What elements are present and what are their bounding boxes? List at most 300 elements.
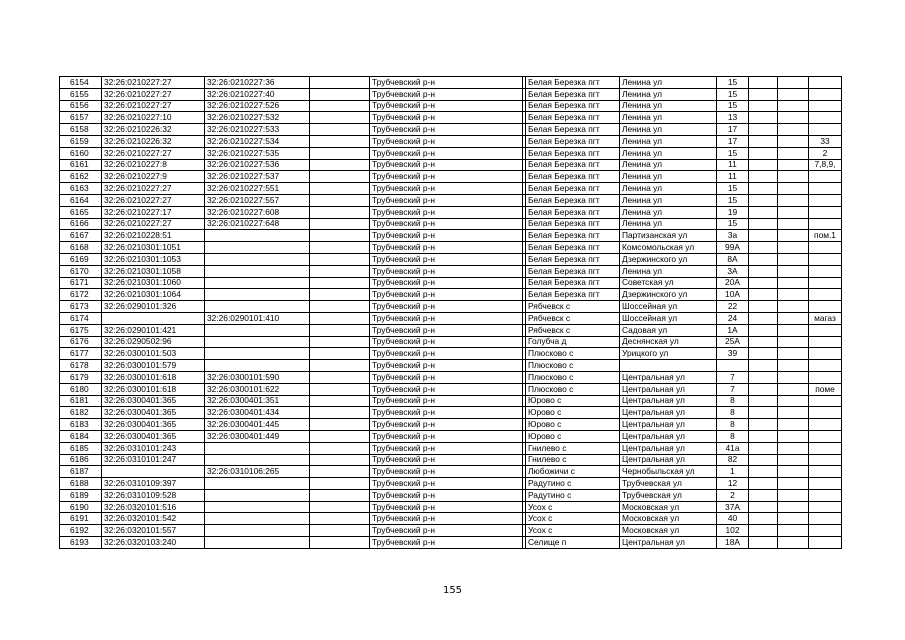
cell-settlement: Белая Березка пгт xyxy=(526,230,620,242)
table-row xyxy=(60,230,842,242)
table-row xyxy=(60,253,842,265)
cell-street: Ленина ул xyxy=(620,218,717,230)
cell-house-number: 17 xyxy=(717,135,749,147)
cell-col-11 xyxy=(778,112,809,124)
cell-house-number: 7 xyxy=(717,383,749,395)
cell-note xyxy=(809,265,842,277)
table-row xyxy=(60,289,842,301)
cell-district: Трубчевский р-н xyxy=(370,430,523,442)
cell-note xyxy=(809,360,842,372)
cell-house-number: 3А xyxy=(717,265,749,277)
cell-house-number: 10А xyxy=(717,289,749,301)
cell-note xyxy=(809,218,842,230)
cell-cadastral-number: 32:26:0320103:240 xyxy=(102,537,205,549)
cell-house-number: 17 xyxy=(717,124,749,136)
cell-blank-col xyxy=(310,112,370,124)
cell-settlement: Гнилево с xyxy=(526,454,620,466)
cell-cadastral-number: 32:26:0300101:579 xyxy=(102,360,205,372)
cell-row-number: 6193 xyxy=(60,537,102,549)
cell-street xyxy=(620,360,717,372)
property-register-table xyxy=(59,76,842,549)
cell-note xyxy=(809,88,842,100)
cell-district: Трубчевский р-н xyxy=(370,218,523,230)
cell-district: Трубчевский р-н xyxy=(370,253,523,265)
cell-street: Ленина ул xyxy=(620,171,717,183)
table-row xyxy=(60,501,842,513)
cell-note: 33 xyxy=(809,135,842,147)
cell-col-10 xyxy=(749,277,778,289)
cell-district: Трубчевский р-н xyxy=(370,383,523,395)
table-row xyxy=(60,159,842,171)
cell-house-number: 8 xyxy=(717,395,749,407)
cell-note: 7,8,9, xyxy=(809,159,842,171)
cell-house-number: 12 xyxy=(717,478,749,490)
cell-col-11 xyxy=(778,242,809,254)
cell-settlement: Радутино с xyxy=(526,478,620,490)
cell-street: Центральная ул xyxy=(620,419,717,431)
cell-cadastral-number: 32:26:0210226:32 xyxy=(102,124,205,136)
table-row xyxy=(60,537,842,549)
table-row xyxy=(60,265,842,277)
cell-settlement: Рябчевск с xyxy=(526,301,620,313)
cell-district: Трубчевский р-н xyxy=(370,466,523,478)
table-row xyxy=(60,88,842,100)
cell-note: поме xyxy=(809,383,842,395)
table-row xyxy=(60,395,842,407)
cell-col-11 xyxy=(778,277,809,289)
cell-parent-cadastral-number: 32:26:0300401:449 xyxy=(205,430,310,442)
cell-cadastral-number: 32:26:0210227:8 xyxy=(102,159,205,171)
cell-parent-cadastral-number: 32:26:0300401:445 xyxy=(205,419,310,431)
cell-blank-col xyxy=(310,336,370,348)
cell-row-number: 6178 xyxy=(60,360,102,372)
cell-parent-cadastral-number: 32:26:0300101:590 xyxy=(205,371,310,383)
table-row xyxy=(60,124,842,136)
cell-col-11 xyxy=(778,194,809,206)
cell-street: Центральная ул xyxy=(620,383,717,395)
cell-col-10 xyxy=(749,194,778,206)
cell-note xyxy=(809,77,842,89)
cell-settlement: Юрово с xyxy=(526,430,620,442)
cell-row-number: 6169 xyxy=(60,253,102,265)
cell-parent-cadastral-number: 32:26:0210227:534 xyxy=(205,135,310,147)
cell-cadastral-number: 32:26:0310101:243 xyxy=(102,442,205,454)
cell-street: Урицкого ул xyxy=(620,348,717,360)
cell-col-10 xyxy=(749,242,778,254)
cell-district: Трубчевский р-н xyxy=(370,147,523,159)
cell-district: Трубчевский р-н xyxy=(370,454,523,466)
table-row xyxy=(60,454,842,466)
cell-street: Ленина ул xyxy=(620,194,717,206)
cell-parent-cadastral-number: 32:26:0300401:434 xyxy=(205,407,310,419)
cell-row-number: 6155 xyxy=(60,88,102,100)
cell-blank-col xyxy=(310,312,370,324)
cell-cadastral-number: 32:26:0300101:618 xyxy=(102,383,205,395)
cell-note xyxy=(809,324,842,336)
cell-blank-col xyxy=(310,466,370,478)
cell-col-10 xyxy=(749,466,778,478)
cell-note: 2 xyxy=(809,147,842,159)
cell-row-number: 6165 xyxy=(60,206,102,218)
cell-settlement: Белая Березка пгт xyxy=(526,171,620,183)
cell-col-10 xyxy=(749,124,778,136)
cell-col-11 xyxy=(778,395,809,407)
cell-street: Деснянская ул xyxy=(620,336,717,348)
cell-parent-cadastral-number: 32:26:0210227:533 xyxy=(205,124,310,136)
cell-house-number: 2 xyxy=(717,489,749,501)
cell-district: Трубчевский р-н xyxy=(370,194,523,206)
cell-parent-cadastral-number xyxy=(205,336,310,348)
cell-blank-col xyxy=(310,135,370,147)
cell-cadastral-number: 32:26:0210226:32 xyxy=(102,135,205,147)
cell-district: Трубчевский р-н xyxy=(370,124,523,136)
cell-district: Трубчевский р-н xyxy=(370,312,523,324)
cell-note xyxy=(809,183,842,195)
cell-settlement: Белая Березка пгт xyxy=(526,159,620,171)
cell-col-10 xyxy=(749,371,778,383)
cell-col-11 xyxy=(778,513,809,525)
cell-parent-cadastral-number xyxy=(205,265,310,277)
cell-note xyxy=(809,407,842,419)
cell-col-10 xyxy=(749,348,778,360)
cell-settlement: Юрово с xyxy=(526,419,620,431)
cell-cadastral-number: 32:26:0300401:365 xyxy=(102,430,205,442)
cell-note xyxy=(809,253,842,265)
cell-district: Трубчевский р-н xyxy=(370,301,523,313)
cell-house-number: 102 xyxy=(717,525,749,537)
cell-row-number: 6191 xyxy=(60,513,102,525)
cell-street: Ленина ул xyxy=(620,183,717,195)
cell-parent-cadastral-number: 32:26:0210227:608 xyxy=(205,206,310,218)
cell-row-number: 6160 xyxy=(60,147,102,159)
cell-col-10 xyxy=(749,501,778,513)
cell-blank-col xyxy=(310,501,370,513)
table-row xyxy=(60,442,842,454)
cell-parent-cadastral-number: 32:26:0210227:536 xyxy=(205,159,310,171)
cell-note xyxy=(809,242,842,254)
cell-note xyxy=(809,466,842,478)
cell-note: пом.1 xyxy=(809,230,842,242)
cell-cadastral-number xyxy=(102,312,205,324)
cell-house-number: 39 xyxy=(717,348,749,360)
cell-row-number: 6186 xyxy=(60,454,102,466)
table-row xyxy=(60,112,842,124)
cell-col-10 xyxy=(749,360,778,372)
cell-street: Московская ул xyxy=(620,525,717,537)
cell-district: Трубчевский р-н xyxy=(370,336,523,348)
cell-parent-cadastral-number: 32:26:0210227:537 xyxy=(205,171,310,183)
cell-blank-col xyxy=(310,513,370,525)
cell-settlement: Белая Березка пгт xyxy=(526,112,620,124)
cell-row-number: 6176 xyxy=(60,336,102,348)
table-body xyxy=(60,77,842,549)
cell-street: Ленина ул xyxy=(620,88,717,100)
cell-settlement: Белая Березка пгт xyxy=(526,100,620,112)
cell-cadastral-number: 32:26:0320101:557 xyxy=(102,525,205,537)
cell-col-10 xyxy=(749,489,778,501)
table-row xyxy=(60,183,842,195)
cell-district: Трубчевский р-н xyxy=(370,242,523,254)
cell-note xyxy=(809,537,842,549)
cell-district: Трубчевский р-н xyxy=(370,206,523,218)
table-row xyxy=(60,419,842,431)
table-row xyxy=(60,206,842,218)
cell-district: Трубчевский р-н xyxy=(370,360,523,372)
cell-house-number: 7 xyxy=(717,371,749,383)
cell-street: Трубчевская ул xyxy=(620,478,717,490)
cell-district: Трубчевский р-н xyxy=(370,88,523,100)
cell-blank-col xyxy=(310,265,370,277)
cell-col-10 xyxy=(749,171,778,183)
cell-row-number: 6185 xyxy=(60,442,102,454)
cell-settlement: Белая Березка пгт xyxy=(526,88,620,100)
cell-blank-col xyxy=(310,194,370,206)
cell-house-number: 15 xyxy=(717,77,749,89)
cell-note xyxy=(809,124,842,136)
cell-row-number: 6184 xyxy=(60,430,102,442)
cell-note xyxy=(809,419,842,431)
cell-blank-col xyxy=(310,77,370,89)
cell-house-number: 15 xyxy=(717,183,749,195)
cell-col-11 xyxy=(778,419,809,431)
cell-parent-cadastral-number xyxy=(205,289,310,301)
cell-street: Ленина ул xyxy=(620,206,717,218)
cell-row-number: 6183 xyxy=(60,419,102,431)
cell-district: Трубчевский р-н xyxy=(370,395,523,407)
cell-street: Московская ул xyxy=(620,513,717,525)
table-row xyxy=(60,135,842,147)
cell-row-number: 6170 xyxy=(60,265,102,277)
cell-row-number: 6154 xyxy=(60,77,102,89)
cell-col-10 xyxy=(749,265,778,277)
cell-street: Центральная ул xyxy=(620,407,717,419)
cell-house-number: 82 xyxy=(717,454,749,466)
cell-blank-col xyxy=(310,124,370,136)
cell-house-number: 40 xyxy=(717,513,749,525)
cell-settlement: Усох с xyxy=(526,513,620,525)
cell-row-number: 6159 xyxy=(60,135,102,147)
cell-blank-col xyxy=(310,348,370,360)
cell-col-10 xyxy=(749,383,778,395)
cell-house-number: 20А xyxy=(717,277,749,289)
cell-col-10 xyxy=(749,218,778,230)
cell-house-number: 11 xyxy=(717,159,749,171)
cell-note xyxy=(809,336,842,348)
cell-settlement: Рябчевск с xyxy=(526,312,620,324)
cell-col-10 xyxy=(749,430,778,442)
cell-blank-col xyxy=(310,419,370,431)
cell-note xyxy=(809,430,842,442)
cell-parent-cadastral-number: 32:26:0210227:36 xyxy=(205,77,310,89)
cell-parent-cadastral-number: 32:26:0300401:351 xyxy=(205,395,310,407)
cell-blank-col xyxy=(310,88,370,100)
cell-parent-cadastral-number: 32:26:0210227:551 xyxy=(205,183,310,195)
cell-col-10 xyxy=(749,289,778,301)
cell-col-11 xyxy=(778,100,809,112)
cell-cadastral-number: 32:26:0210227:27 xyxy=(102,77,205,89)
cell-cadastral-number: 32:26:0300101:503 xyxy=(102,348,205,360)
cell-street: Ленина ул xyxy=(620,112,717,124)
cell-cadastral-number: 32:26:0320101:542 xyxy=(102,513,205,525)
cell-note xyxy=(809,501,842,513)
cell-house-number: 25А xyxy=(717,336,749,348)
cell-settlement: Белая Березка пгт xyxy=(526,206,620,218)
cell-street: Центральная ул xyxy=(620,430,717,442)
cell-settlement: Белая Березка пгт xyxy=(526,77,620,89)
cell-note xyxy=(809,206,842,218)
cell-col-10 xyxy=(749,77,778,89)
cell-street: Дзержинского ул xyxy=(620,253,717,265)
cell-settlement: Белая Березка пгт xyxy=(526,135,620,147)
cell-district: Трубчевский р-н xyxy=(370,501,523,513)
cell-settlement: Усох с xyxy=(526,501,620,513)
cell-parent-cadastral-number xyxy=(205,489,310,501)
cell-cadastral-number: 32:26:0210227:27 xyxy=(102,194,205,206)
cell-cadastral-number: 32:26:0210301:1060 xyxy=(102,277,205,289)
cell-cadastral-number xyxy=(102,466,205,478)
cell-house-number: 8 xyxy=(717,430,749,442)
cell-street: Шоссейная ул xyxy=(620,312,717,324)
cell-col-11 xyxy=(778,478,809,490)
cell-col-11 xyxy=(778,501,809,513)
cell-district: Трубчевский р-н xyxy=(370,348,523,360)
cell-parent-cadastral-number xyxy=(205,442,310,454)
cell-district: Трубчевский р-н xyxy=(370,537,523,549)
cell-settlement: Белая Березка пгт xyxy=(526,242,620,254)
cell-settlement: Белая Березка пгт xyxy=(526,289,620,301)
cell-house-number: 37А xyxy=(717,501,749,513)
cell-col-11 xyxy=(778,171,809,183)
table-row xyxy=(60,218,842,230)
cell-col-11 xyxy=(778,312,809,324)
table-row xyxy=(60,312,842,324)
cell-col-10 xyxy=(749,525,778,537)
cell-house-number: 41а xyxy=(717,442,749,454)
cell-note xyxy=(809,289,842,301)
cell-col-11 xyxy=(778,230,809,242)
cell-note xyxy=(809,442,842,454)
cell-street: Ленина ул xyxy=(620,135,717,147)
cell-row-number: 6189 xyxy=(60,489,102,501)
cell-cadastral-number: 32:26:0320101:516 xyxy=(102,501,205,513)
cell-settlement: Гнилево с xyxy=(526,442,620,454)
table-row xyxy=(60,348,842,360)
table-row xyxy=(60,336,842,348)
cell-blank-col xyxy=(310,478,370,490)
cell-col-11 xyxy=(778,159,809,171)
cell-house-number: 18А xyxy=(717,537,749,549)
cell-col-11 xyxy=(778,371,809,383)
cell-street: Ленина ул xyxy=(620,159,717,171)
cell-settlement: Белая Березка пгт xyxy=(526,194,620,206)
cell-row-number: 6174 xyxy=(60,312,102,324)
cell-district: Трубчевский р-н xyxy=(370,77,523,89)
cell-note xyxy=(809,277,842,289)
cell-col-11 xyxy=(778,442,809,454)
cell-district: Трубчевский р-н xyxy=(370,277,523,289)
table-row xyxy=(60,100,842,112)
cell-cadastral-number: 32:26:0210227:27 xyxy=(102,100,205,112)
cell-cadastral-number: 32:26:0210227:9 xyxy=(102,171,205,183)
cell-note xyxy=(809,171,842,183)
cell-row-number: 6182 xyxy=(60,407,102,419)
cell-blank-col xyxy=(310,253,370,265)
cell-street: Ленина ул xyxy=(620,147,717,159)
cell-cadastral-number: 32:26:0210301:1051 xyxy=(102,242,205,254)
cell-col-11 xyxy=(778,348,809,360)
cell-district: Трубчевский р-н xyxy=(370,265,523,277)
cell-cadastral-number: 32:26:0210228:51 xyxy=(102,230,205,242)
cell-street: Шоссейная ул xyxy=(620,301,717,313)
cell-col-11 xyxy=(778,218,809,230)
cell-blank-col xyxy=(310,407,370,419)
cell-parent-cadastral-number: 32:26:0300101:622 xyxy=(205,383,310,395)
cell-col-11 xyxy=(778,407,809,419)
cell-col-11 xyxy=(778,454,809,466)
cell-cadastral-number: 32:26:0210301:1064 xyxy=(102,289,205,301)
cell-settlement: Юрово с xyxy=(526,395,620,407)
cell-col-11 xyxy=(778,124,809,136)
cell-parent-cadastral-number xyxy=(205,513,310,525)
cell-parent-cadastral-number xyxy=(205,253,310,265)
cell-settlement: Усох с xyxy=(526,525,620,537)
cell-settlement: Плюсково с xyxy=(526,371,620,383)
cell-col-11 xyxy=(778,525,809,537)
cell-col-11 xyxy=(778,135,809,147)
cell-col-10 xyxy=(749,100,778,112)
cell-note xyxy=(809,454,842,466)
cell-cadastral-number: 32:26:0210227:27 xyxy=(102,218,205,230)
cell-settlement: Юрово с xyxy=(526,407,620,419)
cell-note xyxy=(809,489,842,501)
cell-settlement: Селище п xyxy=(526,537,620,549)
cell-parent-cadastral-number: 32:26:0290101:410 xyxy=(205,312,310,324)
cell-row-number: 6168 xyxy=(60,242,102,254)
table-row xyxy=(60,242,842,254)
cell-parent-cadastral-number xyxy=(205,348,310,360)
cell-blank-col xyxy=(310,277,370,289)
cell-street: Ленина ул xyxy=(620,77,717,89)
cell-parent-cadastral-number: 32:26:0210227:526 xyxy=(205,100,310,112)
cell-col-10 xyxy=(749,478,778,490)
cell-blank-col xyxy=(310,147,370,159)
cell-house-number: 19 xyxy=(717,206,749,218)
cell-blank-col xyxy=(310,442,370,454)
cell-district: Трубчевский р-н xyxy=(370,489,523,501)
cell-col-11 xyxy=(778,265,809,277)
cell-cadastral-number: 32:26:0290101:421 xyxy=(102,324,205,336)
cell-row-number: 6172 xyxy=(60,289,102,301)
cell-district: Трубчевский р-н xyxy=(370,159,523,171)
cell-col-10 xyxy=(749,312,778,324)
cell-col-10 xyxy=(749,454,778,466)
cell-row-number: 6161 xyxy=(60,159,102,171)
cell-cadastral-number: 32:26:0210227:27 xyxy=(102,147,205,159)
cell-col-11 xyxy=(778,324,809,336)
cell-house-number: 22 xyxy=(717,301,749,313)
cell-row-number: 6173 xyxy=(60,301,102,313)
cell-house-number: 99А xyxy=(717,242,749,254)
cell-row-number: 6190 xyxy=(60,501,102,513)
cell-note xyxy=(809,348,842,360)
cell-parent-cadastral-number xyxy=(205,242,310,254)
cell-col-11 xyxy=(778,466,809,478)
cell-settlement: Белая Березка пгт xyxy=(526,147,620,159)
cell-col-11 xyxy=(778,147,809,159)
cell-col-10 xyxy=(749,230,778,242)
cell-cadastral-number: 32:26:0310109:528 xyxy=(102,489,205,501)
cell-col-10 xyxy=(749,537,778,549)
